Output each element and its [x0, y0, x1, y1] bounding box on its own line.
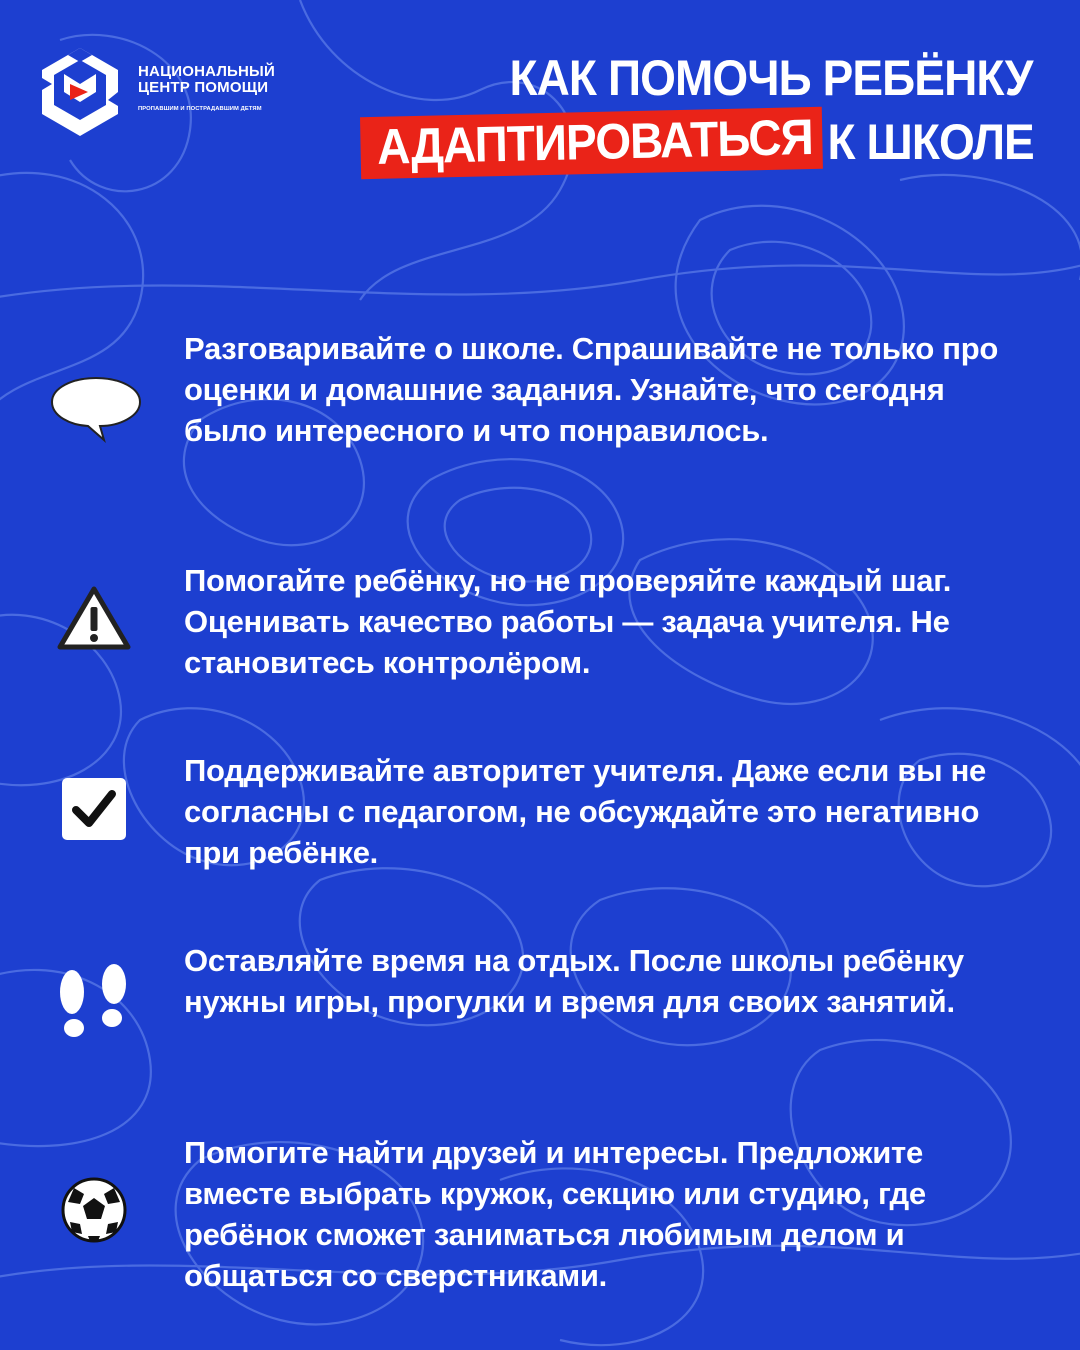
- title-rest: К ШКОЛЕ: [827, 114, 1034, 170]
- logo-hexagon-icon: [34, 44, 126, 140]
- tip-4: Оставляйте время на отдых. После школы ребёнку нужны игры, прогулки и время для своих занятий.: [184, 943, 964, 1019]
- logo-title-line2: ЦЕНТР ПОМОЩИ: [138, 79, 269, 96]
- title-highlight: АДАПТИРОВАТЬСЯ: [360, 107, 823, 179]
- page-title-line2: [361, 108, 1034, 175]
- logo-title-line1: НАЦИОНАЛЬНЫЙ: [138, 63, 275, 80]
- tip-3: Поддерживайте авторитет учителя. Даже если вы не согласны с педагогом, не обсуждайте это негативно при ребёнке.: [184, 753, 986, 870]
- tip-1: Разговаривайте о школе. Спрашивайте не только про оценки и домашние задания. Узнайте, что сегодня было интересного и что понравилось.: [184, 331, 998, 448]
- speech-bubble-icon: [48, 374, 144, 444]
- tip-5: Помогите найти друзей и интересы. Предложите вместе выбрать кружок, секцию или студию, где ребёнок сможет заниматься любимым делом и общаться со сверстниками.: [184, 1135, 926, 1293]
- checkmark-icon: [60, 776, 128, 842]
- logo-tagline: ПРОПАВШИМ И ПОСТРАДАВШИМ ДЕТЯМ: [138, 106, 262, 112]
- page-title-line1: КАК ПОМОЧЬ РЕБЁНКУ: [509, 50, 1032, 106]
- soccer-ball-icon: [60, 1176, 128, 1244]
- tip-2: Помогайте ребёнку, но не проверяйте каждый шаг. Оценивать качество работы — задача учителя. Не становитесь контролёром.: [184, 563, 952, 680]
- footprints-icon: [54, 962, 134, 1040]
- warning-icon: [56, 585, 132, 653]
- organization-logo: [34, 44, 294, 144]
